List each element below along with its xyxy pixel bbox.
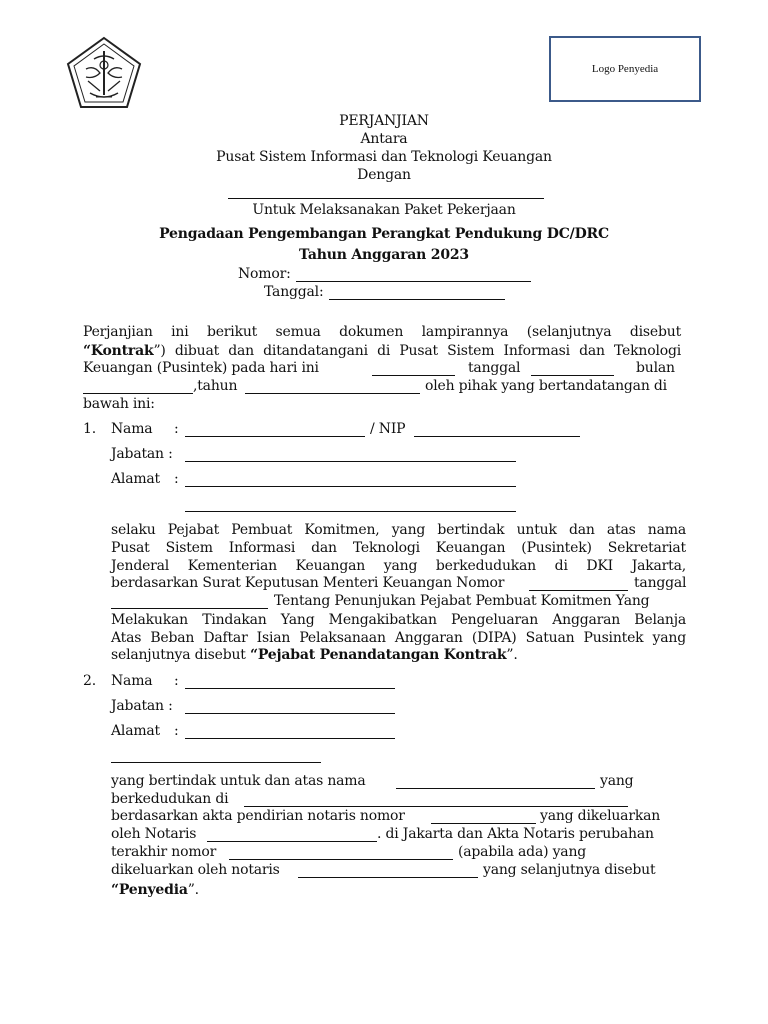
party2-para-6a: dikeluarkan oleh notaris bbox=[111, 862, 280, 878]
party1-alamat-line-1 bbox=[185, 486, 516, 487]
logo-penyedia-label: Logo Penyedia bbox=[591, 63, 659, 75]
party2-para-3a: berdasarkan akta pendirian notaris nomor bbox=[111, 808, 405, 824]
sk-nomor-line bbox=[529, 590, 628, 591]
ppk-term: “Pejabat Penandatangan Kontrak bbox=[249, 647, 507, 663]
party2-para-1b: yang bbox=[600, 773, 634, 789]
party1-alamat-label: Alamat bbox=[111, 471, 160, 487]
party1-para-5: Tentang Penunjukan Pejabat Pembuat Komitmen Yang bbox=[274, 593, 650, 609]
header-perjanjian: PERJANJIAN bbox=[339, 113, 429, 129]
nomor-line bbox=[296, 281, 531, 282]
party1-nama-colon: : bbox=[174, 421, 179, 437]
party2-atas-nama-line bbox=[396, 788, 595, 789]
header-untuk: Untuk Melaksanakan Paket Pekerjaan bbox=[252, 202, 516, 218]
kemenkeu-logo bbox=[64, 35, 144, 115]
party1-alamat-line-2 bbox=[185, 511, 516, 512]
party2-para-7b: ”. bbox=[187, 882, 199, 898]
party1-para-6: Melakukan Tindakan Yang Mengakibatkan Pengeluaran Anggaran Belanja bbox=[111, 612, 686, 628]
party2-para-5b: (apabila ada) yang bbox=[458, 844, 587, 860]
party2-alamat-line-2 bbox=[111, 762, 321, 763]
party1-para-3: Jenderal Kementerian Keuangan yang berkedudukan di DKI Jakarta, bbox=[111, 558, 686, 574]
tanggal-hari-line bbox=[531, 375, 614, 376]
party2-alamat-line-1 bbox=[185, 738, 395, 739]
party2-para-4b: . di Jakarta dan Akta Notaris perubahan bbox=[377, 826, 654, 842]
intro-line-3a: Keuangan (Pusintek) pada hari ini bbox=[83, 360, 319, 376]
party1-number: 1. bbox=[83, 421, 96, 437]
party2-nama-line bbox=[185, 688, 395, 689]
party1-jabatan-line bbox=[185, 461, 516, 462]
party2-para-3b: yang dikeluarkan bbox=[540, 808, 661, 824]
intro-line-5: bawah ini: bbox=[83, 396, 155, 412]
party2-para-4a: oleh Notaris bbox=[111, 826, 197, 842]
party2-para-6b: yang selanjutnya disebut bbox=[483, 862, 656, 878]
party2-alamat-colon: : bbox=[174, 723, 179, 739]
party2-kedudukan-line bbox=[244, 806, 628, 807]
logo-penyedia-box bbox=[549, 36, 701, 102]
intro-line-2-rest: ”) dibuat dan ditandatangani di Pusat Sistem Informasi dan Teknologi bbox=[153, 343, 681, 359]
party1-para-7: Atas Beban Daftar Isian Pelaksanaan Anggaran (DIPA) Satuan Pusintek yang bbox=[111, 630, 686, 646]
intro-line-2 bbox=[83, 342, 681, 361]
intro-line-4b: oleh pihak yang bertandatangan di bbox=[425, 378, 667, 394]
party1-jabatan-label: Jabatan : bbox=[111, 446, 173, 462]
notaris-line bbox=[207, 841, 377, 842]
sk-tanggal-line bbox=[111, 608, 268, 609]
party1-para-8c: ”. bbox=[506, 647, 518, 663]
party2-para-7 bbox=[111, 882, 199, 898]
tahun-line bbox=[245, 393, 420, 394]
header-dengan: Dengan bbox=[357, 167, 411, 183]
party1-para-1: selaku Pejabat Pembuat Komitmen, yang bertindak untuk dan atas nama bbox=[111, 522, 686, 538]
tanggal-label: Tanggal: bbox=[264, 284, 324, 300]
party1-nip-line bbox=[414, 436, 580, 437]
party2-jabatan-line bbox=[185, 713, 395, 714]
intro-line-1: Perjanjian ini berikut semua dokumen lampirannya (selanjutnya disebut bbox=[83, 324, 681, 340]
intro-line-3b: tanggal bbox=[468, 360, 521, 376]
tanggal-line bbox=[329, 299, 505, 300]
header-year: Tahun Anggaran 2023 bbox=[299, 247, 469, 263]
party1-para-4b: tanggal bbox=[634, 575, 687, 591]
party1-nama-label: Nama bbox=[111, 421, 153, 437]
party1-alamat-colon: : bbox=[174, 471, 179, 487]
notaris-perubahan-line bbox=[298, 877, 478, 878]
party1-para-8 bbox=[111, 647, 518, 663]
party1-para-4: berdasarkan Surat Keputusan Menteri Keuangan Nomor bbox=[111, 575, 505, 591]
kontrak-term: “Kontrak bbox=[83, 343, 154, 359]
akta-nomor-line bbox=[431, 823, 536, 824]
intro-line-3c: bulan bbox=[636, 360, 675, 376]
bulan-line bbox=[83, 393, 193, 394]
party1-para-8a: selanjutnya disebut bbox=[111, 647, 250, 663]
penyedia-term: “Penyedia bbox=[111, 882, 188, 898]
party2-alamat-label: Alamat bbox=[111, 723, 160, 739]
hari-line bbox=[372, 375, 455, 376]
intro-line-4a: ,tahun bbox=[193, 378, 238, 394]
party2-nama-label: Nama bbox=[111, 673, 153, 689]
party2-nama-colon: : bbox=[174, 673, 179, 689]
party2-para-1a: yang bertindak untuk dan atas nama bbox=[111, 773, 366, 789]
party1-nama-line bbox=[185, 436, 365, 437]
party1-nip-label: / NIP bbox=[370, 421, 406, 437]
party2-jabatan-label: Jabatan : bbox=[111, 698, 173, 714]
header-pusintek: Pusat Sistem Informasi dan Teknologi Keuangan bbox=[216, 149, 552, 165]
header-antara: Antara bbox=[360, 131, 408, 147]
nomor-label: Nomor: bbox=[238, 266, 291, 282]
header-title: Pengadaan Pengembangan Perangkat Pendukung DC/DRC bbox=[159, 226, 609, 242]
perubahan-nomor-line bbox=[229, 859, 453, 860]
party2-para-2: berkedudukan di bbox=[111, 791, 229, 807]
party2-para-5a: terakhir nomor bbox=[111, 844, 217, 860]
penyedia-name-line bbox=[228, 198, 544, 199]
party2-number: 2. bbox=[83, 673, 96, 689]
party1-para-2: Pusat Sistem Informasi dan Teknologi Keuangan (Pusintek) Sekretariat bbox=[111, 540, 686, 556]
